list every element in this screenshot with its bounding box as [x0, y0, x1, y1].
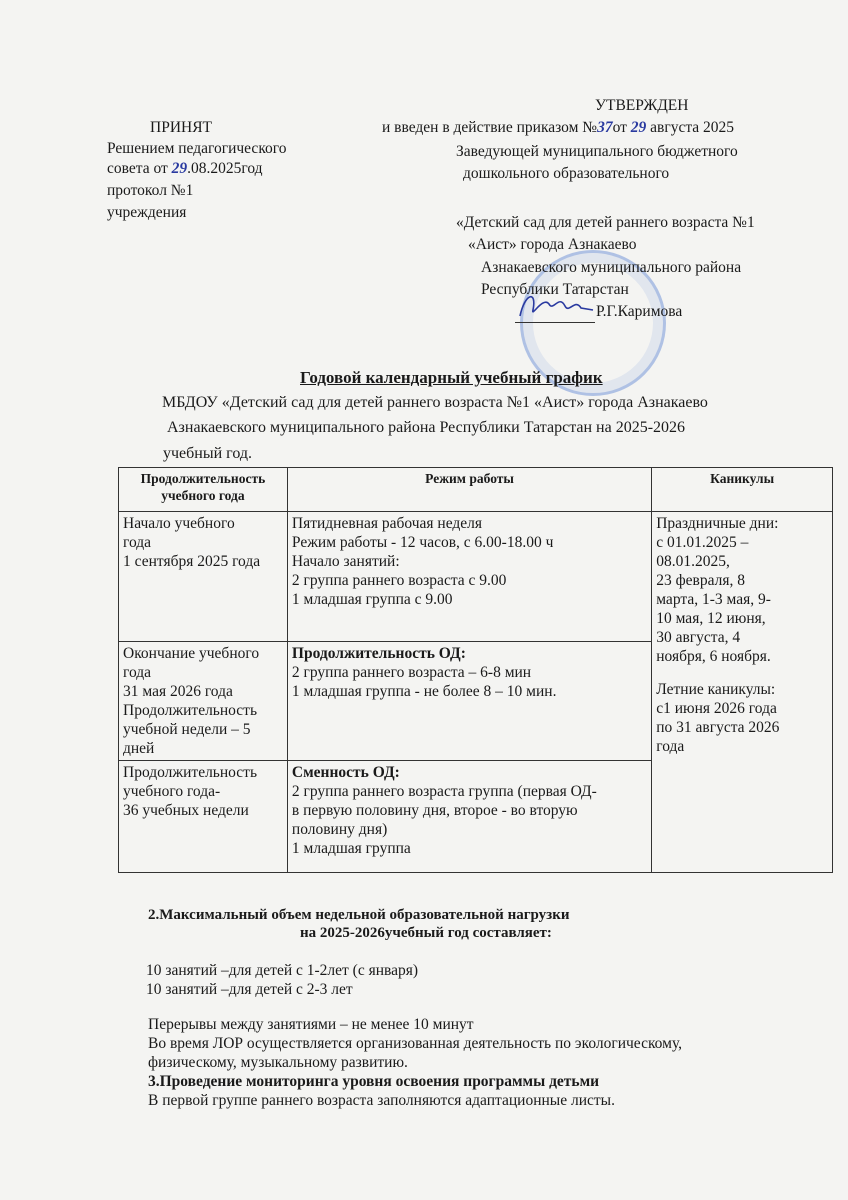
cell-line: года: [656, 738, 685, 755]
accepted-line: учреждения: [107, 204, 187, 221]
cell-holidays: [652, 512, 833, 873]
section-3-title: 3.Проведение мониторинга уровня освоения программы детьми: [148, 1073, 600, 1090]
cell-weeks: [119, 761, 288, 873]
accepted-title: ПРИНЯТ: [150, 119, 213, 136]
cell-line: 36 учебных недели: [123, 802, 249, 819]
approved-line: Азнакаевского муниципального района: [481, 259, 742, 276]
cell-line: с1 июня 2026 года: [656, 700, 777, 717]
cell-line: года: [123, 534, 152, 551]
cell-line: года: [123, 664, 152, 681]
cell-line: 1 сентября 2025 года: [123, 553, 261, 570]
cell-line: 23 февраля, 8: [656, 572, 745, 589]
cell-line: Начало занятий:: [291, 553, 400, 570]
cell-line: 2 группа раннего возраста с 9.00: [291, 572, 507, 589]
cell-line: 1 младшая группа с 9.00: [291, 591, 453, 608]
approved-line: «Детский сад для детей раннего возраста №1: [456, 214, 755, 231]
approved-line: дошкольного образовательного: [463, 165, 670, 182]
table-row: [119, 512, 833, 642]
cell-line: Пятидневная рабочая неделя: [291, 515, 483, 532]
cell-line: Летние каникулы:: [656, 681, 776, 698]
cell-line: 08.01.2025,: [656, 553, 730, 570]
signature: [515, 300, 595, 323]
accepted-protocol: протокол №1: [107, 182, 194, 199]
cell-line: Продолжительность: [123, 764, 258, 781]
cell-od-shifts: [287, 761, 651, 873]
approved-line: Республики Татарстан: [481, 281, 629, 298]
document-title: Годовой календарный учебный график: [300, 368, 603, 387]
table-header-row: [119, 468, 833, 512]
cell-line: 2 группа раннего возраста – 6-8 мин: [291, 664, 532, 681]
section-2-title: 2.Максимальный объем недельной образовательной нагрузки: [148, 907, 570, 923]
section-3-text: В первой группе раннего возраста заполняются адаптационные листы.: [148, 1092, 615, 1109]
cell-line: дней: [123, 740, 155, 757]
cell-line: 2 группа раннего возраста группа (первая ОД-: [291, 783, 597, 800]
cell-line: Режим работы - 12 часов, с 6.00-18.00 ч: [291, 534, 554, 551]
cell-title: Сменность ОД:: [291, 764, 400, 781]
approved-line: Заведующей муниципального бюджетного: [456, 143, 738, 160]
cell-line: по 31 августа 2026: [656, 719, 780, 736]
cell-line: 31 мая 2026 года: [123, 683, 233, 700]
subtitle-line: Азнакаевского муниципального района Республики Татарстан на 2025-2026: [167, 419, 686, 436]
cell-line: Праздничные дни:: [656, 515, 779, 532]
cell-line: учебной недели – 5: [123, 721, 251, 738]
signatory-name: Р.Г.Каримова: [596, 303, 683, 320]
cell-od-duration: [287, 642, 651, 761]
cell-line: в первую половину дня, второе - во вторую: [291, 802, 578, 819]
cell-line: 30 августа, 4: [656, 629, 741, 646]
header-holidays: Каникулы: [652, 468, 833, 512]
approved-line: «Аист» города Азнакаево: [468, 236, 637, 253]
header-duration: Продолжительность учебного года: [119, 468, 288, 512]
cell-title: Продолжительность ОД:: [291, 645, 466, 662]
section-2-title: на 2025-2026учебный год составляет:: [300, 925, 552, 941]
schedule-table: [118, 467, 833, 873]
load-item: 10 занятий –для детей с 1-2лет (с января): [146, 962, 419, 979]
cell-end: [119, 642, 288, 761]
cell-line: ноября, 6 ноября.: [656, 648, 771, 665]
approved-order: и введен в действие приказом №37от 29 августа 2025: [382, 119, 735, 136]
cell-line: учебного года-: [123, 783, 221, 800]
subtitle-line: МБДОУ «Детский сад для детей раннего возраста №1 «Аист» города Азнакаево: [162, 394, 708, 411]
cell-line: 1 младшая группа: [291, 840, 411, 857]
cell-start: [119, 512, 288, 642]
cell-line: Продолжительность: [123, 702, 258, 719]
header-work-mode: Режим работы: [287, 468, 651, 512]
load-item: 10 занятий –для детей с 2-3 лет: [146, 981, 353, 998]
cell-line: Начало учебного: [123, 515, 235, 532]
accepted-line: Решением педагогического: [107, 140, 287, 157]
cell-work-mode: [287, 512, 651, 642]
note-line: Перерывы между занятиями – не менее 10 минут: [148, 1016, 474, 1033]
cell-line: половину дня): [291, 821, 388, 838]
note-line: физическому, музыкальному развитию.: [148, 1054, 408, 1071]
approved-title: УТВЕРЖДЕН: [595, 97, 689, 114]
cell-line: 1 младшая группа - не более 8 – 10 мин.: [291, 683, 557, 700]
cell-line: с 01.01.2025 –: [656, 534, 749, 551]
subtitle-line: учебный год.: [163, 445, 253, 462]
cell-line: марта, 1-3 мая, 9-: [656, 591, 771, 608]
cell-line: 10 мая, 12 июня,: [656, 610, 766, 627]
note-line: Во время ЛОР осуществляется организованная деятельность по экологическому,: [148, 1035, 683, 1052]
accepted-date: совета от 29.08.2025год: [107, 160, 263, 177]
cell-line: Окончание учебного: [123, 645, 260, 662]
